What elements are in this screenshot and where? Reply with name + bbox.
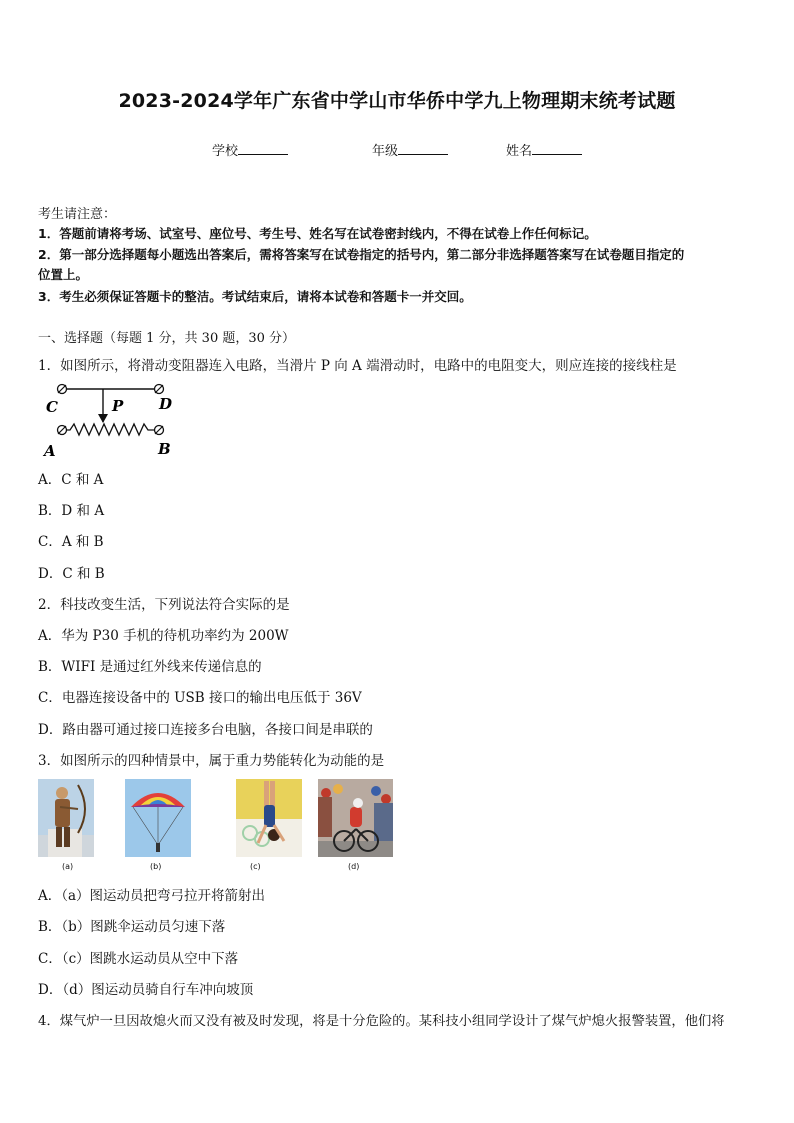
notice-heading: 考生请注意： [38, 207, 117, 222]
q1-option-d[interactable]: D．C 和 B [38, 566, 105, 582]
school-field [212, 140, 288, 159]
q2-option-d[interactable]: D．路由器可通过接口连接多台电脑，各接口间是串联的 [38, 722, 373, 738]
name-field [506, 140, 582, 159]
q4-stem: 4．煤气炉一旦因故熄火而又没有被及时发现，将是十分危险的。某科技小组同学设计了煤气炉熄火报警装置，他们将 [38, 1014, 725, 1029]
q3-option-d[interactable]: D．（d）图运动员骑自行车冲向坡顶 [38, 982, 254, 998]
rheostat-diagram [42, 378, 182, 462]
photo-d-cyclist [318, 779, 393, 857]
photo-b-parachute [125, 779, 191, 857]
notice-item-2-cont: 位置上。 [38, 267, 89, 282]
q2-option-a[interactable]: A．华为 P30 手机的待机功率约为 200W [38, 628, 289, 644]
notice-item-1: 1．答题前请将考场、试室号、座位号、考生号、姓名写在试卷密封线内，不得在试卷上作任何标记。 [38, 226, 597, 241]
name-blank [532, 142, 582, 155]
resistor-coil [62, 424, 159, 435]
q3-option-a[interactable]: A．（a）图运动员把弯弓拉开将箭射出 [38, 888, 266, 904]
q2-option-b[interactable]: B．WIFI 是通过红外线来传递信息的 [38, 659, 262, 675]
page-title: 2023-2024学年广东省中学山市华侨中学九上物理期末统考试题 [118, 90, 676, 112]
caption-a: (a) [62, 862, 74, 871]
archer-illustration [38, 779, 94, 857]
notice-item-2: 2．第一部分选择题每小题选出答案后，需将答案写在试卷指定的括号内，第二部分非选择题答案写在试卷题目指定的 [38, 247, 685, 262]
cyclist-illustration [318, 779, 393, 857]
school-label: 学校 [212, 144, 239, 159]
grade-blank [398, 142, 448, 155]
q3-option-c[interactable]: C．（c）图跳水运动员从空中下落 [38, 951, 239, 967]
notice-item-3: 3．考生必须保证答题卡的整洁。考试结束后，请将本试卷和答题卡一并交回。 [38, 289, 472, 304]
caption-d: (d) [348, 862, 360, 871]
q2-option-c[interactable]: C．电器连接设备中的 USB 接口的输出电压低于 36V [38, 690, 362, 706]
section-heading: 一、选择题（每题 1 分，共 30 题，30 分） [38, 331, 296, 346]
q1-option-b[interactable]: B．D 和 A [38, 503, 105, 519]
q1-option-a[interactable]: A．C 和 A [38, 472, 104, 488]
label-b: B [158, 440, 171, 458]
parachute-illustration [125, 779, 191, 857]
photo-a-archer [38, 779, 94, 857]
q3-stem: 3．如图所示的四种情景中，属于重力势能转化为动能的是 [38, 753, 385, 769]
q1-stem: 1．如图所示，将滑动变阻器连入电路，当滑片 P 向 A 端滑动时，电路中的电阻变大，则应连接的接线柱是 [38, 358, 677, 374]
q1-option-c[interactable]: C．A 和 B [38, 534, 104, 550]
diver-illustration [236, 779, 302, 857]
school-blank [238, 142, 288, 155]
label-c: C [46, 398, 58, 416]
grade-field [372, 140, 448, 159]
caption-b: (b) [150, 862, 162, 871]
slider-arrow [98, 414, 108, 423]
label-p: P [112, 397, 124, 415]
q3-option-b[interactable]: B．（b）图跳伞运动员匀速下落 [38, 919, 226, 935]
photo-c-diver [236, 779, 302, 857]
grade-label: 年级 [372, 144, 399, 159]
label-d: D [159, 395, 173, 413]
label-a: A [44, 442, 56, 460]
caption-c: (c) [250, 862, 261, 871]
name-label: 姓名 [506, 144, 533, 159]
q2-stem: 2．科技改变生活，下列说法符合实际的是 [38, 597, 290, 613]
